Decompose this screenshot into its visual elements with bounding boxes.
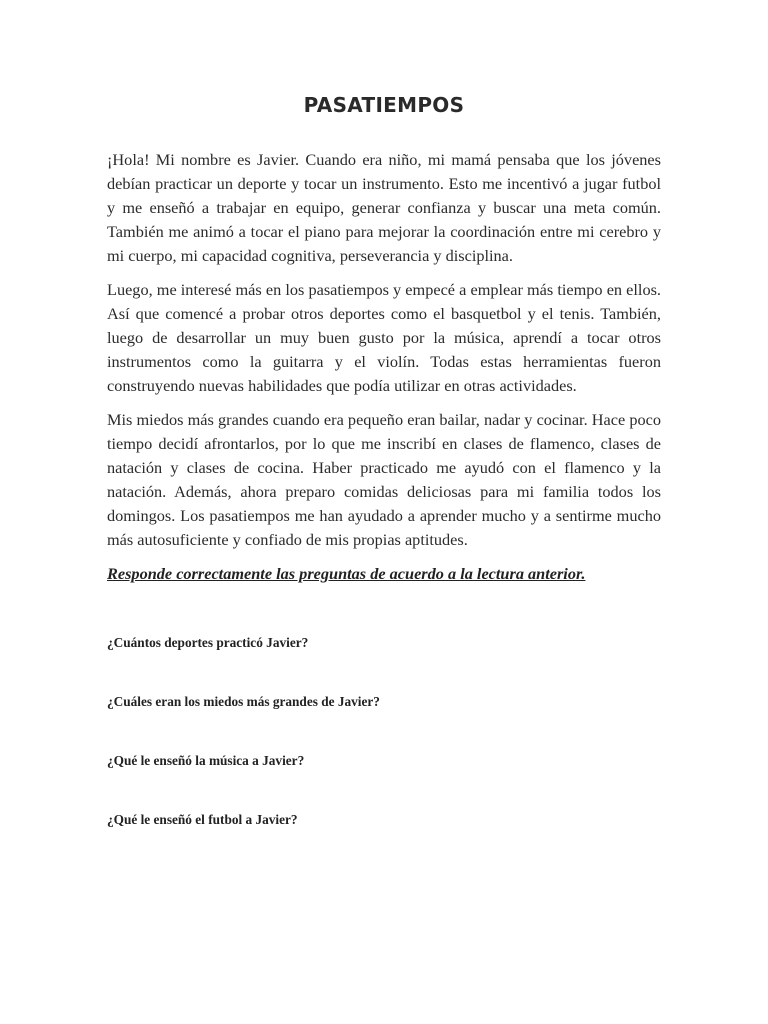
- instruction-text: Responde correctamente las preguntas de acuerdo a la lectura anterior.: [107, 564, 586, 583]
- document-page: [107, 0, 661, 870]
- questions-list: [107, 634, 661, 870]
- paragraph-hobbies: Luego, me interesé más en los pasatiempos y empecé a emplear más tiempo en ellos. Así que comencé a probar otros deportes como el basquetbol y el tenis. También, luego de desarrollar un muy buen gusto por la música, aprendí a tocar otros instrumentos como la guitarra y el violín. Todas estas herramientas fueron construyendo nuevas habilidades que podía utilizar en otras actividades.: [107, 280, 661, 395]
- question-item: ¿Qué le enseñó el futbol a Javier?: [107, 812, 298, 827]
- paragraph-intro: ¡Hola! Mi nombre es Javier. Cuando era niño, mi mamá pensaba que los jóvenes debían practicar un deporte y tocar un instrumento. Esto me incentivó a jugar futbol y me enseñó a trabajar en equipo, generar confianza y buscar una meta común. También me animó a tocar el piano para mejorar la coordinación entre mi cerebro y mi cuerpo, mi capacidad cognitiva, perseverancia y disciplina.: [107, 150, 661, 265]
- question-item: ¿Qué le enseñó la música a Javier?: [107, 753, 305, 768]
- question-item: ¿Cuántos deportes practicó Javier?: [107, 635, 309, 650]
- page-title: PASATIEMPOS: [303, 93, 465, 117]
- question-item: ¿Cuáles eran los miedos más grandes de Javier?: [107, 694, 380, 709]
- paragraph-fears: Mis miedos más grandes cuando era pequeño eran bailar, nadar y cocinar. Hace poco tiempo decidí afrontarlos, por lo que me inscribí en clases de flamenco, clases de natación y clases de cocina. Haber practicado me ayudó con el flamenco y la natación. Además, ahora preparo comidas deliciosas para mi familia todos los domingos. Los pasatiempos me han ayudado a aprender mucho y a sentirme mucho más autosuficiente y confiado de mis propias aptitudes.: [107, 410, 661, 549]
